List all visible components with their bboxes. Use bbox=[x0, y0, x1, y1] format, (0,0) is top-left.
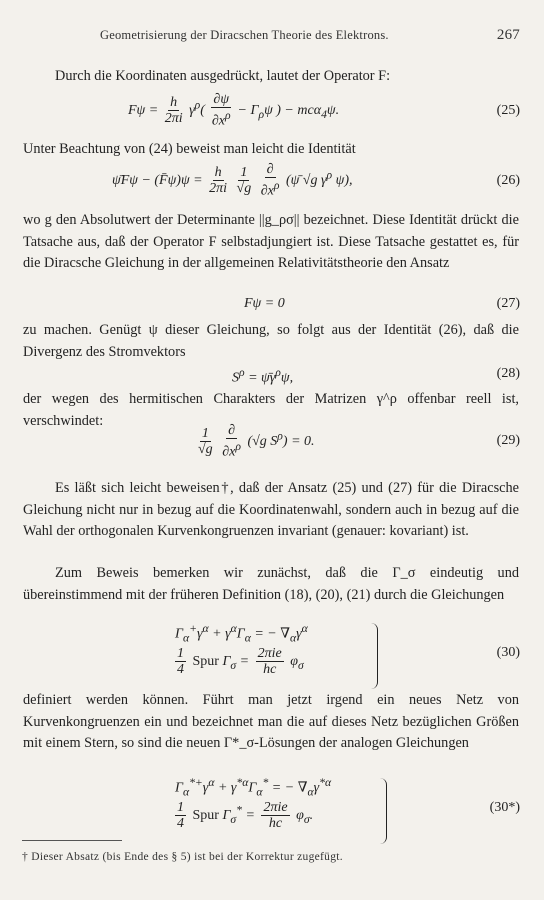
equation-number-25: (25) bbox=[496, 103, 520, 118]
paragraph-proof: Zum Beweis bemerken wir zunächst, daß die Γ_σ eindeutig und übereinstimmend mit der früheren Definition (18), (20), (21) durch die Gleichungen bbox=[23, 565, 519, 603]
paragraph-new-network: definiert werden können. Führt man jetzt irgend ein neues Netz von Kurvenkongruenzen ein und bezeichnet man die auf dieses Netz bezüglichen Größen mit einem Stern, so sind die neuen Γ*_σ-Lösungen der analogen Gleichungen bbox=[23, 692, 519, 751]
footnote: † Dieser Absatz (bis Ende des § 5) ist bei der Korrektur zugefügt. bbox=[22, 851, 343, 863]
equation-number-28: (28) bbox=[496, 366, 520, 381]
header-title: Geometrisierung der Diracschen Theorie des Elektrons. bbox=[100, 28, 389, 42]
paragraph-invariance: Es läßt sich leicht beweisen†, daß der Ansatz (25) und (27) für die Diracsche Gleichung nicht nur in bezug auf die Koordinatenwahl, sondern auch in bezug auf die Wahl der orthogonalen Kurvenkongruenzen invariant (genauer: kovariant) ist. bbox=[23, 480, 519, 539]
paragraph-current-vector: zu machen. Genügt ψ dieser Gleichung, so folgt aus der Identität (26), daß die Divergenz des Stromvektors bbox=[23, 322, 519, 360]
equation-27: Fψ = 0 bbox=[244, 296, 285, 311]
paragraph-operator-intro: Durch die Koordinaten ausgedrückt, lautet der Operator F: bbox=[55, 68, 391, 84]
equation-30-line-1: $\Gamma_\alpha^+\gamma^\alpha + \gamma^\alpha\Gamma_\alpha$ = − $\nabla_\alpha\gamma^\alpha$ bbox=[175, 622, 308, 645]
paragraph-selfadjoint: wo g den Absolutwert der Determinante ||g_ρσ|| bezeichnet. Diese Identität drückt die Tatsache aus, daß der Operator F selbstadjungiert ist. Diese Tatsache gestattet es, für die Diracsche Gleichung in der allgemeinen Relativitätstheorie den Ansatz bbox=[23, 212, 519, 271]
page-number: 267 bbox=[496, 27, 520, 43]
footnote-rule bbox=[22, 840, 122, 841]
equation-number-29: (29) bbox=[496, 433, 520, 448]
equation-number-27: (27) bbox=[496, 296, 520, 311]
running-header bbox=[100, 28, 520, 43]
equation-30-brace bbox=[371, 623, 378, 689]
equation-30s-brace bbox=[380, 778, 387, 844]
paragraph-identity-intro: Unter Beachtung von (24) beweist man leicht die Identität bbox=[23, 141, 356, 157]
equation-number-26: (26) bbox=[496, 173, 520, 188]
equation-number-30: (30) bbox=[496, 645, 520, 660]
equation-25: Fψ = $\frac{h}{2\pi i}$ $\gamma^\rho$( $\frac{\partial\psi}{\partial x^\rho}$ − $\Gamma_\rho\psi$ ) − mcα$_4$ψ. bbox=[128, 92, 340, 129]
equation-28: $S^\rho$ = $\psī\gamma^\rho\psi$, bbox=[232, 366, 294, 386]
paragraph-hermitian: der wegen des hermitischen Charakters der Matrizen γ^ρ offenbar reell ist, verschwindet: bbox=[23, 391, 519, 429]
equation-29: $\frac{1}{√g}$ $\frac{\partial}{\partial x^\rho}$ (√g $S^\rho) = 0$. bbox=[198, 423, 315, 460]
equation-30s-line-1: $\Gamma_\alpha^{*+}\gamma^\alpha + \gamma^{*\alpha}\Gamma_\alpha^*$ = − $\nabla_\alpha\gamma^{*\alpha}$ bbox=[175, 776, 332, 799]
equation-26: ψ̄Fψ − (F̄ψ)ψ = $\frac{h}{2\pi i}$ $\frac{1}{√g}$ $\frac{\partial}{\partial x^\rho}$ (ψ̄ √g $\gamma^\rho$ ψ), bbox=[112, 162, 353, 199]
equation-30-line-2: $\frac{1}{4}$ Spur $\Gamma_\sigma$ = $\frac{\text{2πie}}{hc}$ $\varphi_\sigma$ bbox=[177, 646, 304, 677]
equation-number-30s: (30*) bbox=[489, 800, 520, 815]
equation-30s-line-2: $\frac{1}{4}$ Spur $\Gamma_\sigma^*$ = $\frac{\text{2πie}}{hc}$ $\varphi_\sigma$. bbox=[177, 800, 314, 831]
